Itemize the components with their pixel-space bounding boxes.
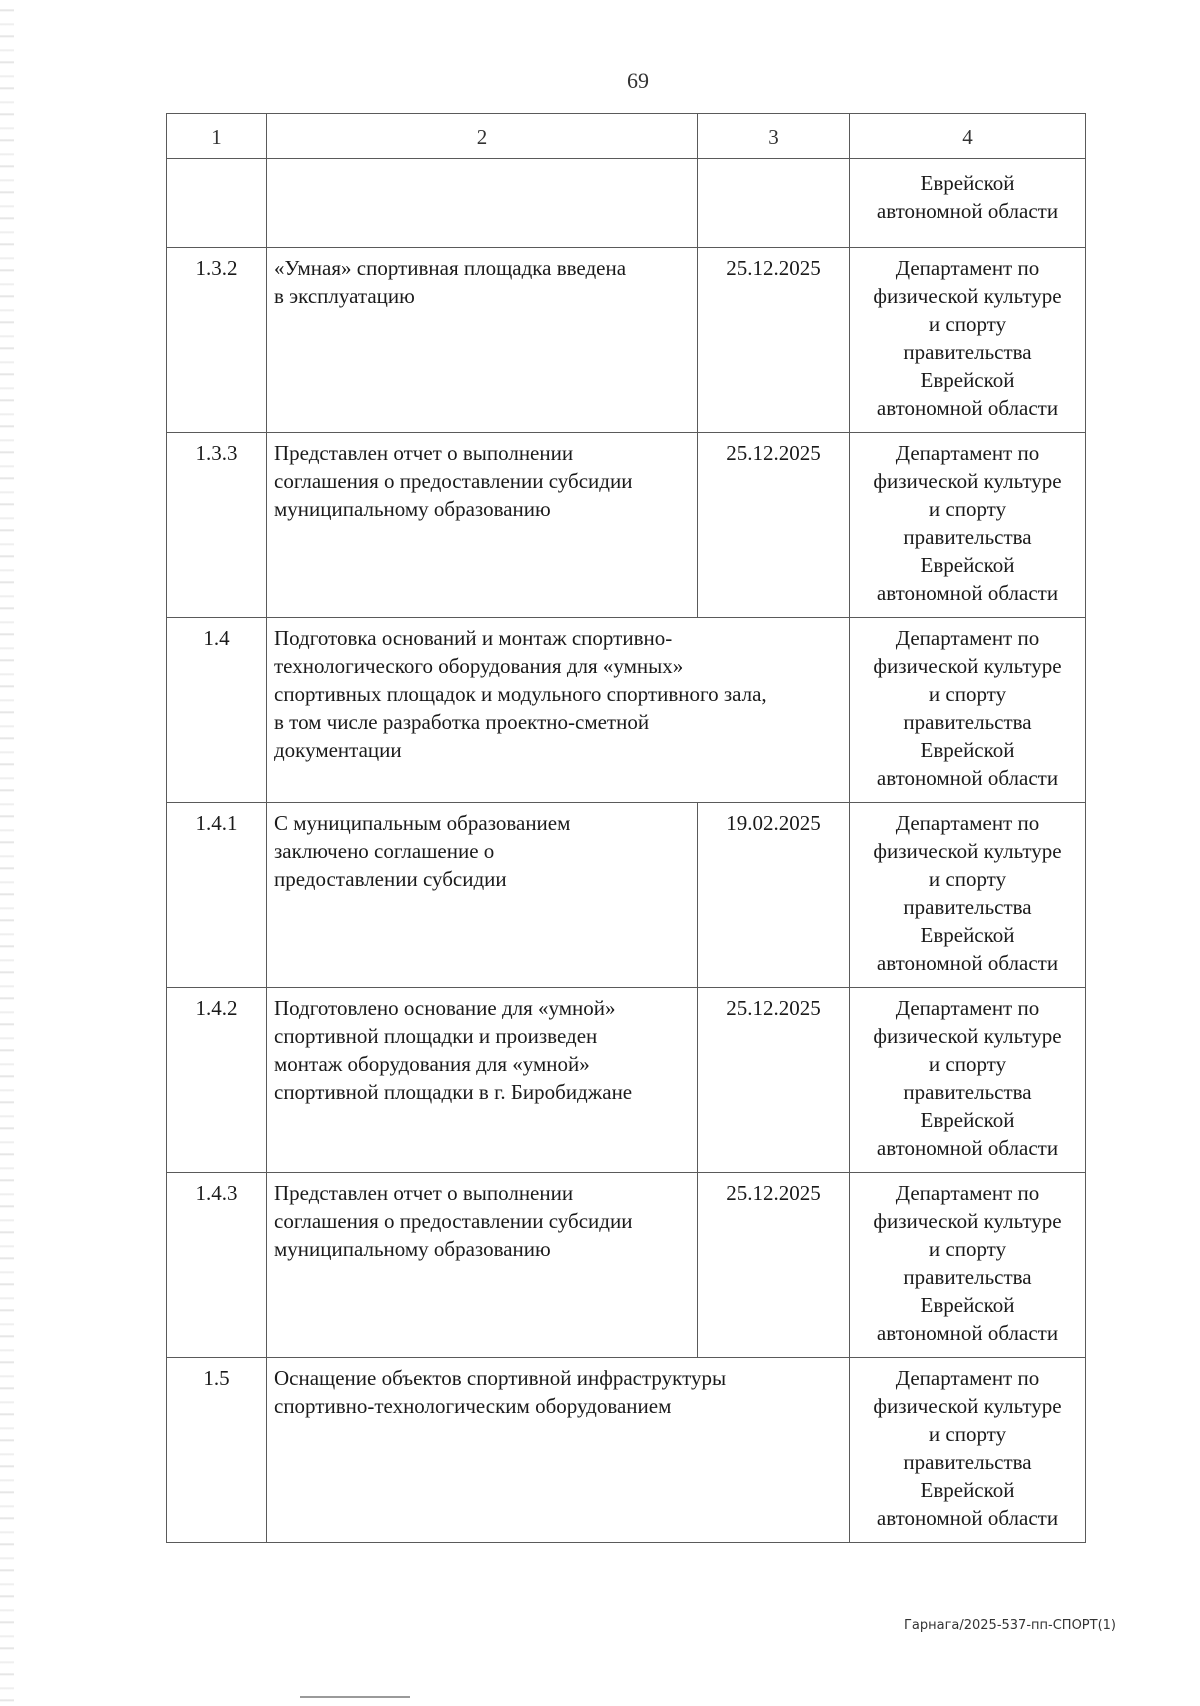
scan-mark bbox=[300, 1696, 410, 1698]
header-cell: 2 bbox=[267, 114, 698, 159]
description-line: Представлен отчет о выполнении bbox=[274, 1181, 574, 1205]
deadline-date: 25.12.2025 bbox=[698, 433, 850, 618]
organization-line: Департамент по bbox=[895, 256, 1040, 280]
table-row bbox=[167, 248, 1086, 433]
description-line: Оснащение объектов спортивной инфраструктуры bbox=[274, 1366, 727, 1390]
header-cell: 4 bbox=[850, 114, 1086, 159]
description-line: «Умная» спортивная площадка введена bbox=[274, 256, 627, 280]
description-line: муниципальному образованию bbox=[274, 497, 551, 521]
responsible-organization bbox=[850, 433, 1086, 618]
document-code: Гарнага/2025-537-пп-СПОРТ(1) bbox=[903, 1618, 1116, 1633]
table-row bbox=[167, 988, 1086, 1173]
organization-line: и спорту bbox=[928, 497, 1007, 521]
organization-line: Еврейской bbox=[920, 1108, 1015, 1132]
organization-line: автономной области bbox=[876, 396, 1059, 420]
event-description bbox=[267, 618, 850, 803]
description-line: в том числе разработка проектно-сметной bbox=[274, 710, 650, 734]
table-row bbox=[167, 618, 1086, 803]
description-line: документации bbox=[274, 738, 402, 762]
description-line: С муниципальным образованием bbox=[274, 811, 571, 835]
organization-line: Департамент по bbox=[895, 626, 1040, 650]
organization-line: Департамент по bbox=[895, 1366, 1040, 1390]
organization-line: и спорту bbox=[928, 312, 1007, 336]
organization-line: и спорту bbox=[928, 1052, 1007, 1076]
organization-line: Еврейской bbox=[920, 1293, 1015, 1317]
organization-line: физической культуре bbox=[873, 284, 1062, 308]
scan-edge-artifact bbox=[0, 0, 14, 1706]
row-number: 1.3.3 bbox=[167, 433, 267, 618]
organization-line: автономной области bbox=[876, 1321, 1059, 1345]
header-cell: 1 bbox=[167, 114, 267, 159]
organization-line: автономной области bbox=[876, 766, 1059, 790]
responsible-organization bbox=[850, 988, 1086, 1173]
organization-line: Еврейской bbox=[920, 171, 1015, 195]
event-description bbox=[267, 988, 698, 1173]
organization-line: и спорту bbox=[928, 867, 1007, 891]
organization-line: Департамент по bbox=[895, 996, 1040, 1020]
deadline-date bbox=[698, 159, 850, 248]
event-description bbox=[267, 803, 698, 988]
description-line: соглашения о предоставлении субсидии bbox=[274, 469, 633, 493]
description-line: монтаж оборудования для «умной» bbox=[274, 1052, 590, 1076]
description-line: Представлен отчет о выполнении bbox=[274, 441, 574, 465]
organization-line: физической культуре bbox=[873, 654, 1062, 678]
organization-line: Еврейской bbox=[920, 1478, 1015, 1502]
table-header-row bbox=[167, 114, 1086, 159]
table-row bbox=[167, 1173, 1086, 1358]
description-line: соглашения о предоставлении субсидии bbox=[274, 1209, 633, 1233]
description-line: спортивно-технологическим оборудованием bbox=[274, 1394, 672, 1418]
organization-line: правительства bbox=[903, 525, 1032, 549]
organization-line: физической культуре bbox=[873, 1024, 1062, 1048]
table-row bbox=[167, 433, 1086, 618]
organization-line: автономной области bbox=[876, 581, 1059, 605]
event-description bbox=[267, 1358, 850, 1543]
organization-line: автономной области bbox=[876, 1506, 1059, 1530]
row-number bbox=[167, 159, 267, 248]
organization-line: Департамент по bbox=[895, 1181, 1040, 1205]
row-number: 1.4.1 bbox=[167, 803, 267, 988]
organization-line: Еврейской bbox=[920, 553, 1015, 577]
description-line: спортивной площадки в г. Биробиджане bbox=[274, 1080, 633, 1104]
organization-line: и спорту bbox=[928, 1422, 1007, 1446]
row-number: 1.4 bbox=[167, 618, 267, 803]
organization-line: Департамент по bbox=[895, 811, 1040, 835]
deadline-date: 25.12.2025 bbox=[698, 248, 850, 433]
description-line: предоставлении субсидии bbox=[274, 867, 507, 891]
organization-line: физической культуре bbox=[873, 1209, 1062, 1233]
table-row bbox=[167, 159, 1086, 248]
description-line: спортивной площадки и произведен bbox=[274, 1024, 598, 1048]
responsible-organization bbox=[850, 248, 1086, 433]
responsible-organization bbox=[850, 803, 1086, 988]
event-description bbox=[267, 433, 698, 618]
organization-line: Еврейской bbox=[920, 738, 1015, 762]
organization-line: правительства bbox=[903, 1080, 1032, 1104]
header-cell: 3 bbox=[698, 114, 850, 159]
deadline-date: 19.02.2025 bbox=[698, 803, 850, 988]
organization-line: и спорту bbox=[928, 682, 1007, 706]
description-line: Подготовлено основание для «умной» bbox=[274, 996, 616, 1020]
responsible-organization bbox=[850, 1173, 1086, 1358]
organization-line: автономной области bbox=[876, 1136, 1059, 1160]
table-row bbox=[167, 803, 1086, 988]
deadline-date: 25.12.2025 bbox=[698, 1173, 850, 1358]
row-number: 1.4.2 bbox=[167, 988, 267, 1173]
organization-line: правительства bbox=[903, 895, 1032, 919]
description-line: муниципальному образованию bbox=[274, 1237, 551, 1261]
organization-line: физической культуре bbox=[873, 1394, 1062, 1418]
organization-line: Департамент по bbox=[895, 441, 1040, 465]
table-row bbox=[167, 1358, 1086, 1543]
description-line: Подготовка оснований и монтаж спортивно- bbox=[274, 626, 673, 650]
page-number: 69 bbox=[627, 68, 649, 93]
plan-table bbox=[166, 113, 1086, 1543]
event-description bbox=[267, 159, 698, 248]
row-number: 1.4.3 bbox=[167, 1173, 267, 1358]
organization-line: и спорту bbox=[928, 1237, 1007, 1261]
organization-line: Еврейской bbox=[920, 368, 1015, 392]
event-description bbox=[267, 248, 698, 433]
description-line: спортивных площадок и модульного спортивного зала, bbox=[274, 682, 767, 706]
description-line: в эксплуатацию bbox=[274, 284, 415, 308]
organization-line: физической культуре bbox=[873, 839, 1062, 863]
organization-line: физической культуре bbox=[873, 469, 1062, 493]
organization-line: правительства bbox=[903, 1265, 1032, 1289]
organization-line: Еврейской bbox=[920, 923, 1015, 947]
organization-line: автономной области bbox=[876, 951, 1059, 975]
deadline-date: 25.12.2025 bbox=[698, 988, 850, 1173]
organization-line: правительства bbox=[903, 340, 1032, 364]
event-description bbox=[267, 1173, 698, 1358]
responsible-organization bbox=[850, 1358, 1086, 1543]
row-number: 1.5 bbox=[167, 1358, 267, 1543]
description-line: заключено соглашение о bbox=[274, 839, 495, 863]
organization-line: правительства bbox=[903, 710, 1032, 734]
organization-line: правительства bbox=[903, 1450, 1032, 1474]
description-line: технологического оборудования для «умных» bbox=[274, 654, 684, 678]
responsible-organization bbox=[850, 159, 1086, 248]
organization-line: автономной области bbox=[876, 199, 1059, 223]
responsible-organization bbox=[850, 618, 1086, 803]
row-number: 1.3.2 bbox=[167, 248, 267, 433]
